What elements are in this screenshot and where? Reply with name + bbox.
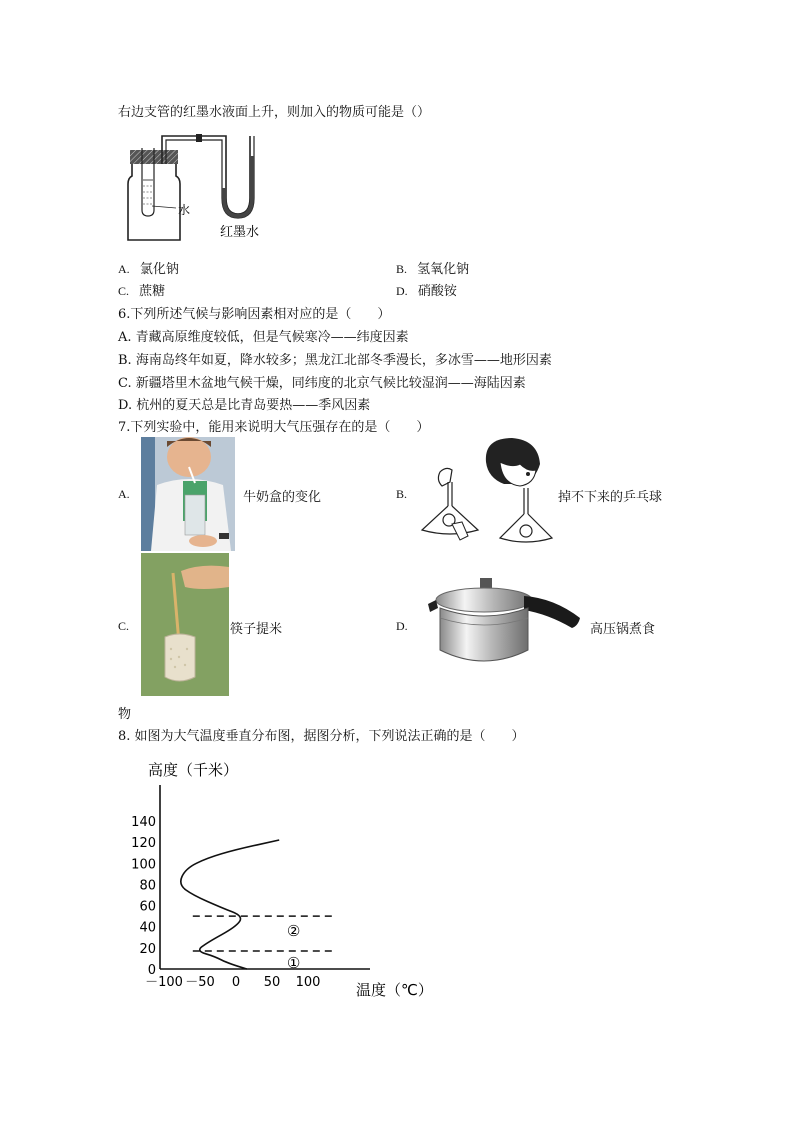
water-label: 水 [178,203,191,217]
q7-trailing-text: 物 [118,707,132,722]
y-tick-label: 40 [139,920,156,936]
q7-option-c-letter[interactable]: C. [118,619,130,633]
y-tick-label: 0 [147,963,156,978]
option-letter: D. [396,284,408,298]
q6-option-d[interactable]: D. 杭州的夏天总是比青岛要热——季风因素 [118,398,371,413]
x-tick-label: －100 [145,975,183,990]
q6-stem: 6.下列所述气候与影响因素相对应的是（ ） [118,307,391,322]
x-tick-label: －50 [185,975,215,990]
q5-option-d[interactable] [396,280,457,299]
x-tick-label: 100 [295,975,321,990]
region-label-1: ① [286,954,301,972]
y-tick-label: 140 [131,815,156,830]
ink-label: 红墨水 [220,225,260,240]
q7-option-a-caption: 牛奶盒的变化 [243,490,322,505]
q7-option-a-letter[interactable]: A. [118,487,130,501]
q8-stem: 8. 如图为大气温度垂直分布图，据图分析，下列说法正确的是（ ） [118,729,525,744]
option-letter: A. [118,262,130,276]
option-text: 氯化钠 [139,262,179,277]
chopsticks-rice-photo [141,553,229,696]
option-text: 蔗糖 [139,284,166,299]
q6-option-b[interactable]: B. 海南岛终年如夏，降水较多；黑龙江北部冬季漫长，多冰雪——地形因素 [118,353,552,368]
q7-option-b-letter[interactable]: B. [396,487,408,501]
q5-stem: 右边支管的红墨水液面上升，则加入的物质可能是（） [118,105,431,120]
q6-option-c[interactable]: C. 新疆塔里木盆地气候干燥，同纬度的北京气候比较湿润——海陆因素 [118,376,526,391]
milk-box-photo [141,437,235,551]
q7-option-d-letter[interactable]: D. [396,619,408,633]
y-tick-label: 20 [139,941,156,957]
temperature-altitude-chart [120,755,460,1005]
option-letter: B. [396,262,408,276]
ping-pong-ball-figure [416,432,556,552]
option-letter: C. [118,284,130,298]
y-tick-label: 120 [131,836,156,852]
y-tick-label: 80 [139,878,156,894]
q7-option-c-caption: 筷子提米 [230,622,283,637]
q7-option-d-caption: 高压锅煮食 [590,622,656,637]
pressure-cooker-photo [424,574,584,674]
x-axis-title: 温度（℃） [356,981,433,999]
x-tick-label: 50 [263,975,281,990]
q7-option-b-caption: 掉不下来的乒乓球 [558,490,663,505]
x-tick-label: 0 [231,975,241,990]
q5-option-c[interactable] [118,280,165,299]
q5-option-b[interactable] [396,258,469,277]
y-axis-title: 高度（千米） [148,761,239,779]
q7-stem: 7.下列实验中，能用来说明大气压强存在的是（ ） [118,420,430,435]
region-label-2: ② [286,922,301,941]
option-text: 硝酸铵 [417,284,457,299]
q5-option-a[interactable] [118,258,179,277]
option-text: 氢氧化钠 [417,262,470,277]
y-tick-label: 100 [131,857,156,873]
y-tick-label: 60 [139,899,156,915]
temperature-curve [181,840,279,969]
q6-option-a[interactable]: A. 青藏高原维度较低，但是气候寒冷——纬度因素 [118,330,409,345]
q5-apparatus-figure [118,128,278,248]
